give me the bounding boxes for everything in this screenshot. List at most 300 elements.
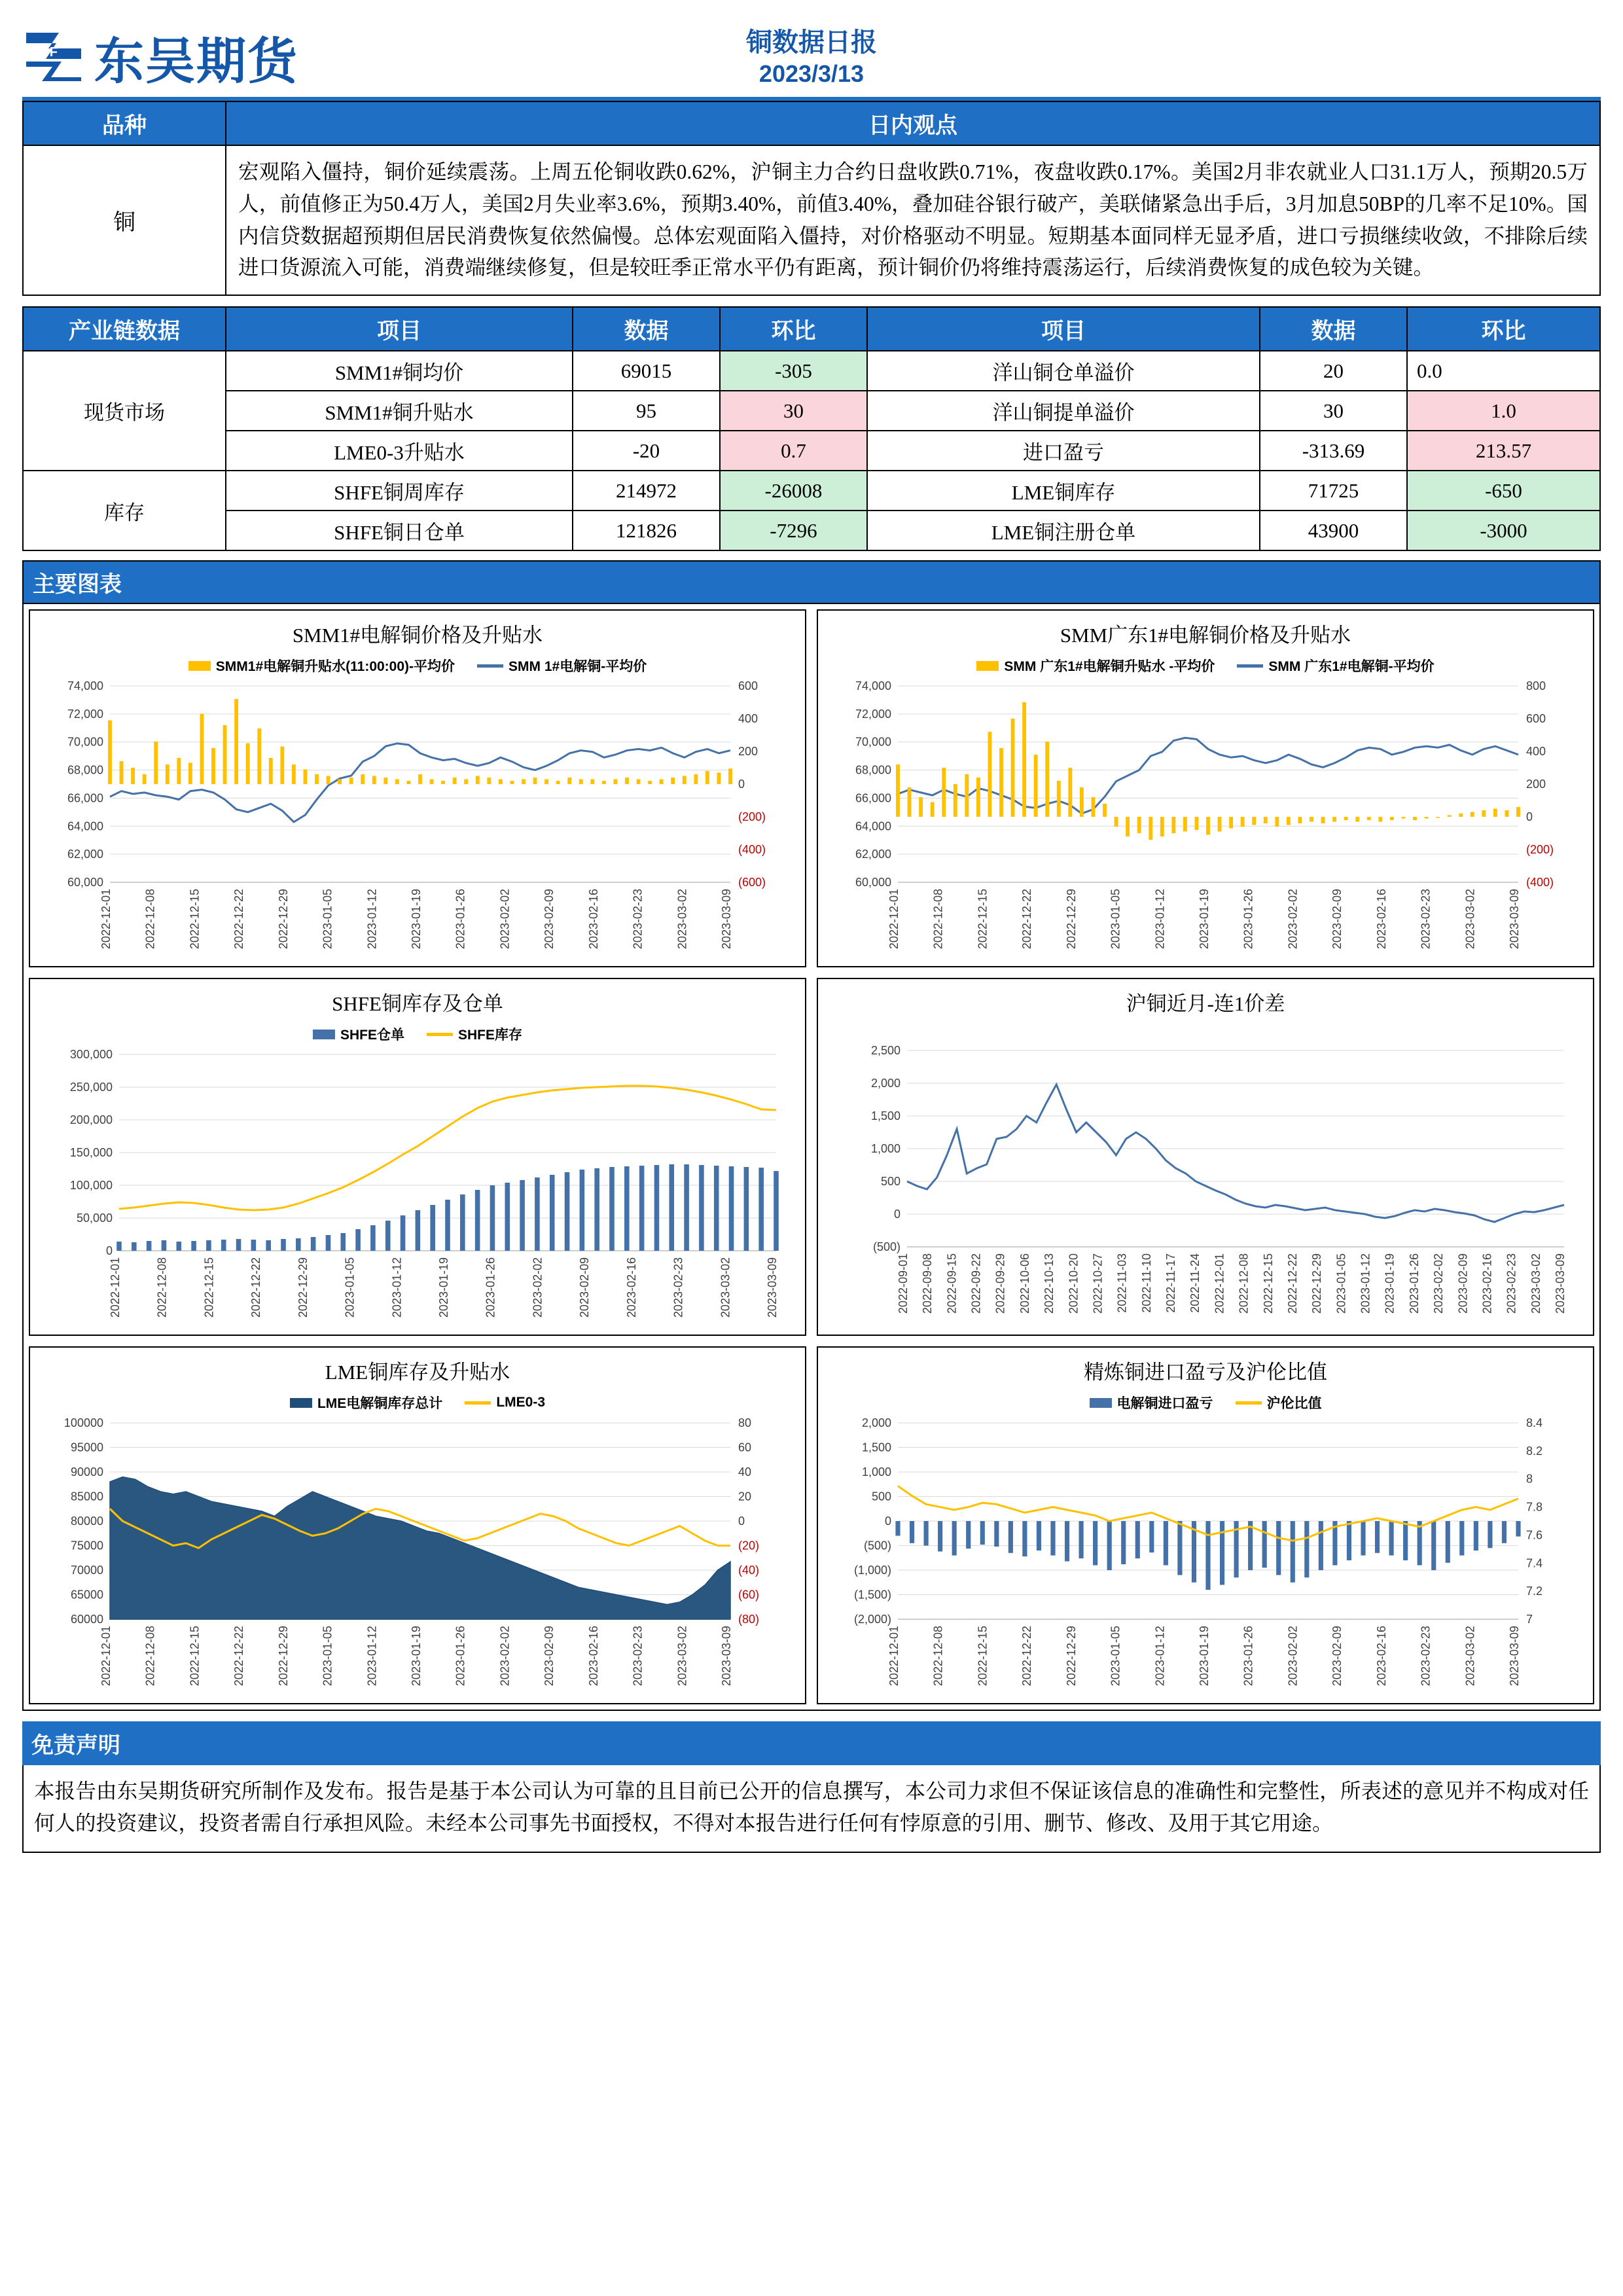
legend-line-icon: [427, 1033, 453, 1036]
legend-swatch-icon: [976, 661, 999, 671]
table-row: [23, 511, 1600, 550]
svg-text:68,000: 68,000: [855, 763, 891, 777]
chart-row-2: [24, 973, 1599, 1341]
svg-text:2023-01-26: 2023-01-26: [1407, 1253, 1421, 1314]
svg-text:2023-01-19: 2023-01-19: [1383, 1253, 1397, 1314]
variety-name: 铜: [23, 145, 226, 295]
page-title: 铜数据日报: [746, 27, 877, 57]
svg-text:2023-03-02: 2023-03-02: [719, 1257, 732, 1318]
svg-text:72,000: 72,000: [855, 708, 891, 721]
svg-text:2,500: 2,500: [870, 1044, 901, 1058]
svg-text:2023-02-23: 2023-02-23: [631, 1626, 645, 1687]
svg-text:250,000: 250,000: [69, 1081, 113, 1094]
svg-text:2022-09-15: 2022-09-15: [945, 1253, 959, 1314]
svg-text:2022-12-22: 2022-12-22: [1020, 889, 1034, 950]
svg-text:65000: 65000: [70, 1588, 103, 1602]
svg-text:2023-01-19: 2023-01-19: [410, 1626, 423, 1687]
svg-text:8: 8: [1526, 1472, 1533, 1486]
svg-text:2022-11-03: 2022-11-03: [1115, 1253, 1129, 1313]
svg-text:2023-03-02: 2023-03-02: [675, 889, 689, 950]
svg-text:2022-12-08: 2022-12-08: [143, 1626, 157, 1687]
svg-text:2023-02-02: 2023-02-02: [1286, 889, 1300, 950]
svg-text:2023-01-26: 2023-01-26: [454, 1626, 467, 1687]
chart-title: SHFE铜库存及仓单: [332, 992, 503, 1016]
svg-text:2023-02-09: 2023-02-09: [543, 1626, 556, 1687]
report-header: [22, 17, 1601, 101]
chart-import-profit: [817, 1346, 1594, 1704]
svg-text:90000: 90000: [70, 1465, 103, 1479]
svg-text:70,000: 70,000: [67, 735, 103, 749]
svg-text:600: 600: [1526, 712, 1546, 726]
svg-text:(600): (600): [738, 876, 766, 889]
table-row: [23, 145, 1600, 295]
svg-text:2022-12-08: 2022-12-08: [931, 889, 945, 950]
svg-text:2023-03-09: 2023-03-09: [1508, 889, 1521, 950]
item-change: 1.0: [1407, 391, 1600, 431]
svg-text:2022-12-01: 2022-12-01: [1213, 1253, 1226, 1314]
svg-text:2022-12-15: 2022-12-15: [976, 1626, 990, 1687]
svg-text:2023-03-09: 2023-03-09: [766, 1257, 779, 1318]
svg-text:(40): (40): [738, 1564, 760, 1577]
svg-text:500: 500: [880, 1175, 901, 1189]
svg-text:2022-12-29: 2022-12-29: [1064, 889, 1078, 950]
svg-text:2022-12-01: 2022-12-01: [887, 1626, 901, 1687]
svg-text:2023-01-19: 2023-01-19: [437, 1257, 450, 1318]
svg-text:2023-01-26: 2023-01-26: [1241, 1626, 1255, 1687]
svg-text:0: 0: [738, 778, 745, 791]
item-value: 71725: [1260, 471, 1407, 511]
item-value: -313.69: [1260, 431, 1407, 471]
svg-text:2023-01-12: 2023-01-12: [1153, 889, 1167, 950]
chart-title: SMM广东1#电解铜价格及升贴水: [1060, 624, 1351, 647]
legend-line-icon: [477, 664, 503, 668]
svg-text:2022-12-15: 2022-12-15: [202, 1257, 216, 1318]
svg-text:64,000: 64,000: [67, 819, 103, 833]
svg-text:400: 400: [738, 712, 758, 726]
legend-label: SMM1#电解铜升贴水(11:00:00)-平均价: [215, 659, 455, 675]
svg-text:74,000: 74,000: [855, 679, 891, 693]
svg-text:0: 0: [1526, 810, 1533, 824]
col-header-item-1: 项目: [226, 307, 573, 351]
item-change: 213.57: [1407, 431, 1600, 471]
col-header-item-2: 项目: [867, 307, 1260, 351]
legend-item: [976, 656, 1215, 675]
item-name: LME0-3升贴水: [226, 431, 573, 471]
item-change: -26008: [720, 471, 867, 511]
svg-text:7.8: 7.8: [1526, 1500, 1543, 1514]
svg-text:2023-02-09: 2023-02-09: [1456, 1253, 1470, 1314]
svg-text:(400): (400): [1526, 876, 1554, 889]
legend-swatch-icon: [313, 1030, 335, 1039]
svg-text:60: 60: [738, 1441, 752, 1454]
svg-text:70,000: 70,000: [855, 735, 891, 749]
chart-title: 沪铜近月-连1价差: [1126, 992, 1285, 1016]
table-row: [23, 471, 1600, 511]
svg-text:2022-12-08: 2022-12-08: [931, 1626, 945, 1687]
svg-text:2022-12-29: 2022-12-29: [296, 1257, 310, 1318]
svg-text:2023-01-05: 2023-01-05: [1109, 1626, 1122, 1687]
svg-text:2022-12-22: 2022-12-22: [1285, 1253, 1299, 1314]
legend-line-icon: [465, 1401, 491, 1405]
table-row: [23, 351, 1600, 391]
chart-title: LME铜库存及升贴水: [325, 1361, 510, 1384]
svg-text:600: 600: [738, 679, 758, 693]
legend-item: [188, 656, 455, 675]
svg-text:0: 0: [105, 1244, 113, 1258]
svg-text:2023-03-09: 2023-03-09: [720, 889, 733, 950]
legend-item: [290, 1393, 442, 1412]
svg-text:7.4: 7.4: [1526, 1556, 1543, 1570]
col-header-value-1: 数据: [573, 307, 720, 351]
item-value: -20: [573, 431, 720, 471]
svg-text:(200): (200): [1526, 843, 1554, 857]
svg-text:100000: 100000: [63, 1416, 103, 1430]
chart-legend: [821, 1393, 1590, 1412]
svg-text:2023-02-16: 2023-02-16: [586, 889, 600, 950]
legend-label: SMM 广东1#电解铜升贴水 -平均价: [1004, 659, 1215, 675]
svg-text:2023-01-05: 2023-01-05: [1334, 1253, 1348, 1314]
svg-text:8.4: 8.4: [1526, 1416, 1543, 1430]
svg-text:7.2: 7.2: [1526, 1585, 1543, 1598]
chart-smm-guangdong: [817, 609, 1594, 967]
svg-text:40: 40: [738, 1465, 752, 1479]
col-header-change-2: 环比: [1407, 307, 1600, 351]
industry-chain-data-table: [22, 306, 1601, 551]
chart-legend: [33, 1393, 802, 1412]
item-name: 进口盈亏: [867, 431, 1260, 471]
svg-text:2022-12-29: 2022-12-29: [1310, 1253, 1324, 1314]
chart-row-1: [24, 604, 1599, 973]
item-name: SMM1#铜升贴水: [226, 391, 573, 431]
chart-title: SMM1#电解铜价格及升贴水: [292, 624, 543, 647]
table-header-row: [23, 307, 1600, 351]
item-change: 0.7: [720, 431, 867, 471]
svg-text:2022-11-24: 2022-11-24: [1188, 1253, 1202, 1313]
item-change: -650: [1407, 471, 1600, 511]
legend-label: SHFE仓单: [340, 1028, 404, 1043]
chart-shfe-stock: [29, 978, 806, 1336]
daily-view-table: [22, 101, 1601, 296]
svg-text:72,000: 72,000: [67, 708, 103, 721]
svg-text:150,000: 150,000: [69, 1146, 113, 1160]
svg-text:2023-01-19: 2023-01-19: [410, 889, 423, 950]
legend-label: SMM 广东1#电解铜-平均价: [1268, 659, 1435, 675]
svg-text:2023-03-02: 2023-03-02: [1529, 1253, 1543, 1314]
item-value: 69015: [573, 351, 720, 391]
svg-text:0: 0: [893, 1208, 901, 1221]
svg-text:(80): (80): [738, 1613, 760, 1626]
svg-text:2023-01-05: 2023-01-05: [321, 889, 334, 950]
svg-text:80: 80: [738, 1416, 752, 1430]
svg-text:2023-03-09: 2023-03-09: [1554, 1253, 1567, 1314]
legend-line-icon: [1236, 1401, 1262, 1405]
item-value: 95: [573, 391, 720, 431]
col-header-chain: 产业链数据: [23, 307, 226, 351]
svg-text:2023-03-09: 2023-03-09: [1508, 1626, 1521, 1687]
svg-text:2022-12-01: 2022-12-01: [109, 1257, 122, 1318]
svg-text:2023-02-09: 2023-02-09: [1330, 889, 1344, 950]
svg-text:400: 400: [1526, 745, 1546, 759]
svg-text:2022-12-29: 2022-12-29: [276, 1626, 290, 1687]
svg-text:2023-02-23: 2023-02-23: [631, 889, 645, 950]
svg-text:2023-03-02: 2023-03-02: [1463, 889, 1477, 950]
legend-item: [1090, 1393, 1213, 1412]
svg-text:200: 200: [1526, 778, 1546, 791]
group-label-spot: 现货市场: [23, 351, 226, 471]
charts-section-banner: 主要图表: [22, 560, 1601, 604]
svg-text:80000: 80000: [70, 1515, 103, 1528]
svg-text:70000: 70000: [70, 1564, 103, 1577]
legend-label: LME0-3: [496, 1395, 545, 1410]
svg-text:2022-12-22: 2022-12-22: [249, 1257, 263, 1318]
chart-smm1: [29, 609, 806, 967]
legend-line-icon: [1237, 664, 1263, 668]
svg-text:2023-01-19: 2023-01-19: [1198, 889, 1211, 950]
svg-text:62,000: 62,000: [855, 848, 891, 861]
svg-text:(400): (400): [738, 843, 766, 857]
svg-text:2023-02-23: 2023-02-23: [671, 1257, 685, 1318]
chart-plot: [821, 1043, 1590, 1324]
svg-text:2023-01-12: 2023-01-12: [390, 1257, 404, 1318]
item-value: 43900: [1260, 511, 1407, 550]
chart-legend: [33, 656, 802, 675]
item-name: 洋山铜仓单溢价: [867, 351, 1260, 391]
svg-text:1,000: 1,000: [870, 1142, 901, 1156]
svg-text:20: 20: [738, 1490, 752, 1503]
svg-text:7.6: 7.6: [1526, 1528, 1543, 1542]
svg-text:2023-02-02: 2023-02-02: [498, 1626, 512, 1687]
legend-item: [313, 1024, 404, 1044]
svg-text:2022-12-22: 2022-12-22: [232, 1626, 246, 1687]
svg-text:2023-03-09: 2023-03-09: [720, 1626, 733, 1687]
item-value: 20: [1260, 351, 1407, 391]
svg-text:50,000: 50,000: [76, 1211, 113, 1225]
svg-text:2023-02-09: 2023-02-09: [1330, 1626, 1344, 1687]
svg-text:60,000: 60,000: [67, 876, 103, 889]
legend-label: SMM 1#电解铜-平均价: [508, 659, 647, 675]
svg-text:62,000: 62,000: [67, 848, 103, 861]
item-change: -3000: [1407, 511, 1600, 550]
svg-text:2022-09-22: 2022-09-22: [969, 1253, 983, 1314]
svg-text:2022-10-20: 2022-10-20: [1067, 1253, 1080, 1314]
legend-item: [465, 1395, 545, 1410]
legend-label: 沪伦比值: [1266, 1396, 1322, 1412]
svg-text:2022-12-15: 2022-12-15: [1261, 1253, 1275, 1314]
svg-text:2022-12-01: 2022-12-01: [99, 889, 113, 950]
svg-text:2023-02-09: 2023-02-09: [578, 1257, 592, 1318]
legend-item: [427, 1024, 522, 1044]
item-name: SHFE铜日仓单: [226, 511, 573, 550]
chart-legend: [821, 656, 1590, 675]
legend-swatch-icon: [188, 661, 211, 671]
svg-text:2023-02-02: 2023-02-02: [531, 1257, 544, 1318]
disclaimer-banner: 免责声明: [22, 1721, 1601, 1765]
daily-view-text: 宏观陷入僵持，铜价延续震荡。上周五伦铜收跌0.62%，沪铜主力合约日盘收跌0.71%，夜盘收跌0.17%。美国2月非农就业人口31.1万人，预期20.5万人，前值修正为50.4万人，美国2月失业率3.6%，预期3.40%，前值3.40%，叠加硅谷银行破产，美联储紧急出手后，3月加息50BP的几率不足10%。国内信贷数据超预期但居民消费恢复依然偏慢。总体宏观面陷入僵持，对价格驱动不明显。短期基本面同样无显矛盾，进口亏损继续收敛，不排除后续进口货源流入可能，消费端继续修复，但是较旺季正常水平仍有距离，预计铜价仍将维持震荡运行，后续消费恢复的成色较为关键。: [226, 145, 1600, 295]
svg-text:85000: 85000: [70, 1490, 103, 1503]
report-date: 2023/3/13: [758, 60, 865, 87]
svg-text:2023-01-12: 2023-01-12: [1153, 1626, 1167, 1687]
svg-text:8.2: 8.2: [1526, 1444, 1543, 1458]
svg-text:2023-01-05: 2023-01-05: [343, 1257, 357, 1318]
svg-text:200,000: 200,000: [69, 1113, 113, 1127]
chart-plot: [33, 1415, 802, 1696]
svg-text:2022-11-17: 2022-11-17: [1164, 1253, 1178, 1313]
svg-text:60,000: 60,000: [855, 876, 891, 889]
item-name: SHFE铜周库存: [226, 471, 573, 511]
svg-text:2022-12-29: 2022-12-29: [276, 889, 290, 950]
svg-text:(20): (20): [738, 1539, 760, 1552]
svg-text:(1,500): (1,500): [853, 1588, 891, 1602]
svg-text:2023-02-23: 2023-02-23: [1419, 889, 1433, 950]
chart-row-3: [24, 1341, 1599, 1710]
svg-text:(500): (500): [872, 1240, 901, 1254]
legend-item: [477, 656, 647, 675]
svg-text:2023-02-16: 2023-02-16: [1374, 1626, 1388, 1687]
legend-label: LME电解铜库存总计: [317, 1396, 443, 1412]
svg-text:800: 800: [1526, 679, 1546, 693]
svg-text:95000: 95000: [70, 1441, 103, 1454]
legend-item: [1237, 656, 1434, 675]
header-title-block: [22, 26, 1601, 88]
chart-lme-stock: [29, 1346, 806, 1704]
svg-text:2023-01-12: 2023-01-12: [1359, 1253, 1372, 1314]
svg-text:2022-10-13: 2022-10-13: [1043, 1253, 1056, 1314]
svg-text:68,000: 68,000: [67, 763, 103, 777]
svg-text:2023-02-16: 2023-02-16: [1374, 889, 1388, 950]
item-value: 121826: [573, 511, 720, 550]
svg-text:1,500: 1,500: [861, 1441, 891, 1454]
svg-text:(200): (200): [738, 810, 766, 824]
chart-legend: [33, 1024, 802, 1044]
chart-plot: [821, 1415, 1590, 1696]
svg-text:2023-02-02: 2023-02-02: [1432, 1253, 1446, 1314]
svg-text:SCF: SCF: [31, 45, 58, 60]
svg-text:2,000: 2,000: [861, 1416, 891, 1430]
chart-spread: [817, 978, 1594, 1336]
item-change: -305: [720, 351, 867, 391]
chart-plot: [821, 678, 1590, 960]
item-name: LME铜注册仓单: [867, 511, 1260, 550]
item-value: 214972: [573, 471, 720, 511]
svg-text:2023-02-02: 2023-02-02: [1286, 1626, 1300, 1687]
svg-text:2022-12-15: 2022-12-15: [976, 889, 990, 950]
svg-text:2022-12-15: 2022-12-15: [188, 889, 202, 950]
svg-text:2023-01-26: 2023-01-26: [454, 889, 467, 950]
svg-text:75000: 75000: [70, 1539, 103, 1552]
svg-text:2023-03-02: 2023-03-02: [1463, 1626, 1477, 1687]
table-row: [23, 101, 1600, 145]
svg-text:74,000: 74,000: [67, 679, 103, 693]
svg-text:2023-02-02: 2023-02-02: [498, 889, 512, 950]
svg-text:2023-03-02: 2023-03-02: [675, 1626, 689, 1687]
svg-text:7: 7: [1526, 1613, 1533, 1626]
svg-text:2023-01-05: 2023-01-05: [321, 1626, 334, 1687]
svg-text:2023-01-26: 2023-01-26: [484, 1257, 497, 1318]
svg-text:200: 200: [738, 745, 758, 759]
svg-text:0: 0: [884, 1515, 891, 1528]
svg-text:2023-02-23: 2023-02-23: [1419, 1626, 1433, 1687]
svg-text:64,000: 64,000: [855, 819, 891, 833]
item-change: 0.0: [1407, 351, 1600, 391]
legend-label: 电解铜进口盈亏: [1116, 1396, 1213, 1412]
svg-text:2022-12-08: 2022-12-08: [143, 889, 157, 950]
svg-text:0: 0: [738, 1515, 745, 1528]
svg-text:2022-12-08: 2022-12-08: [155, 1257, 169, 1318]
item-change: 30: [720, 391, 867, 431]
group-label-inventory: 库存: [23, 471, 226, 550]
legend-swatch-icon: [290, 1398, 312, 1408]
svg-text:2022-12-01: 2022-12-01: [887, 889, 901, 950]
svg-text:2022-09-08: 2022-09-08: [921, 1253, 935, 1314]
svg-text:2023-02-16: 2023-02-16: [586, 1626, 600, 1687]
svg-text:2023-02-09: 2023-02-09: [543, 889, 556, 950]
svg-text:300,000: 300,000: [69, 1048, 113, 1062]
item-name: 洋山铜提单溢价: [867, 391, 1260, 431]
svg-text:2022-12-29: 2022-12-29: [1064, 1626, 1078, 1687]
legend-item: [1236, 1393, 1322, 1412]
svg-text:(2,000): (2,000): [853, 1613, 891, 1626]
col-header-variety: 品种: [23, 101, 226, 145]
legend-swatch-icon: [1090, 1398, 1112, 1408]
chart-plot: [33, 1047, 802, 1328]
svg-text:2023-01-26: 2023-01-26: [1241, 889, 1255, 950]
item-name: LME铜库存: [867, 471, 1260, 511]
legend-label: SHFE库存: [458, 1028, 523, 1043]
svg-text:2022-12-08: 2022-12-08: [1237, 1253, 1251, 1314]
svg-text:2023-02-23: 2023-02-23: [1505, 1253, 1518, 1314]
disclaimer-text: 本报告由东吴期货研究所制作及发布。报告是基于本公司认为可靠的且目前已公开的信息撰写，本公司力求但不保证该信息的准确性和完整性，所表述的意见并不构成对任何人的投资建议，投资者需自行承担风险。未经本公司事先书面授权，不得对本报告进行任何有悖原意的引用、删节、修改、及用于其它用途。: [22, 1765, 1601, 1853]
col-header-view: 日内观点: [226, 101, 1600, 145]
svg-text:2023-02-16: 2023-02-16: [1480, 1253, 1494, 1314]
svg-text:2022-10-06: 2022-10-06: [1018, 1253, 1031, 1314]
table-row: [23, 431, 1600, 471]
svg-text:2,000: 2,000: [870, 1077, 901, 1090]
svg-text:2023-01-19: 2023-01-19: [1198, 1626, 1211, 1687]
svg-text:2022-12-15: 2022-12-15: [188, 1626, 202, 1687]
item-name: SMM1#铜均价: [226, 351, 573, 391]
svg-text:500: 500: [871, 1490, 891, 1503]
chart-plot: [33, 678, 802, 960]
svg-text:66,000: 66,000: [67, 791, 103, 805]
col-header-value-2: 数据: [1260, 307, 1407, 351]
svg-text:2023-01-05: 2023-01-05: [1109, 889, 1122, 950]
item-change: -7296: [720, 511, 867, 550]
svg-text:(500): (500): [863, 1539, 891, 1552]
svg-text:2022-09-29: 2022-09-29: [993, 1253, 1007, 1314]
table-row: [23, 391, 1600, 431]
company-name: 东吴期货: [94, 33, 298, 90]
svg-text:2022-12-22: 2022-12-22: [232, 889, 246, 950]
svg-text:2022-12-01: 2022-12-01: [99, 1626, 113, 1687]
charts-container: [22, 604, 1601, 1711]
svg-text:1,000: 1,000: [861, 1465, 891, 1479]
svg-text:2023-02-16: 2023-02-16: [624, 1257, 638, 1318]
svg-text:(60): (60): [738, 1588, 760, 1602]
svg-text:66,000: 66,000: [855, 791, 891, 805]
svg-text:2023-01-12: 2023-01-12: [365, 1626, 379, 1687]
item-value: 30: [1260, 391, 1407, 431]
svg-text:2022-10-27: 2022-10-27: [1091, 1253, 1105, 1314]
svg-text:60000: 60000: [70, 1613, 103, 1626]
svg-text:1,500: 1,500: [870, 1109, 901, 1123]
svg-text:2022-12-22: 2022-12-22: [1020, 1626, 1034, 1687]
chart-title: 精炼铜进口盈亏及沪伦比值: [1084, 1361, 1327, 1384]
svg-text:2022-11-10: 2022-11-10: [1139, 1253, 1153, 1313]
col-header-change-1: 环比: [720, 307, 867, 351]
svg-text:(1,000): (1,000): [853, 1564, 891, 1577]
svg-text:2022-09-01: 2022-09-01: [897, 1253, 910, 1314]
svg-text:100,000: 100,000: [69, 1179, 113, 1193]
